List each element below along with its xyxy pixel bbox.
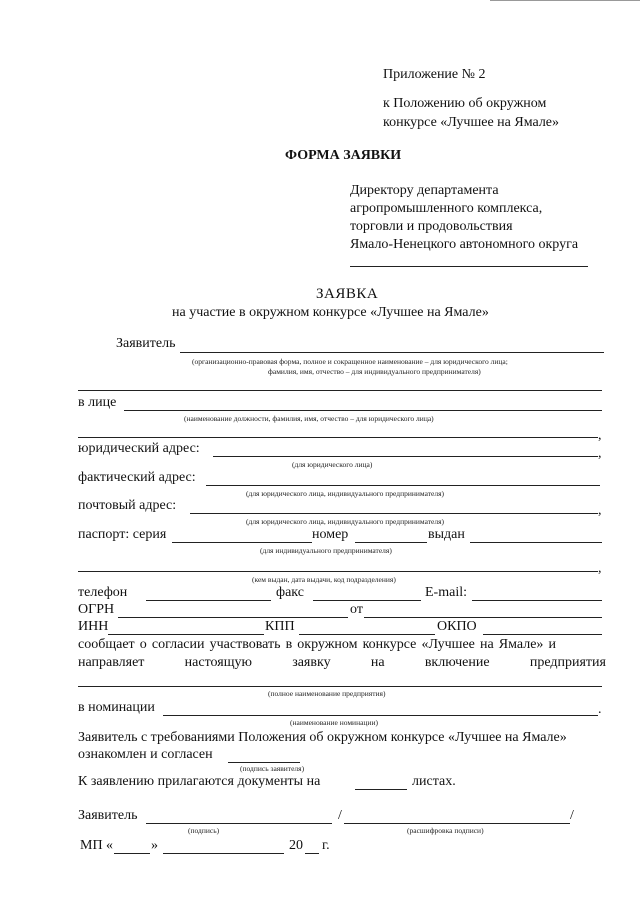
applicant-field[interactable] [180, 352, 604, 353]
fax-field[interactable] [313, 600, 421, 601]
slash-right: / [570, 808, 574, 823]
consent-line2 [78, 655, 606, 671]
passport-number-field[interactable] [355, 542, 427, 543]
signature-label: Заявитель [78, 808, 138, 823]
consent-word: направляет [78, 655, 145, 670]
slash-left: / [338, 808, 342, 823]
applicant-field-line2[interactable] [78, 390, 602, 391]
passport-issued-line2[interactable] [78, 571, 598, 572]
signature-field[interactable] [146, 823, 332, 824]
consent-word: предприятия [529, 655, 606, 670]
actual-address-label: фактический адрес: [78, 470, 196, 485]
agree-signature-field[interactable] [228, 762, 300, 763]
attach-prefix: К заявлению прилагаются документы на [78, 774, 321, 789]
appendix-line1: к Положению об окружном [383, 96, 547, 111]
actual-address-hint: (для юридического лица, индивидуального предпринимателя) [246, 489, 445, 498]
comma-4: , [598, 561, 602, 576]
inn-field[interactable] [108, 634, 264, 635]
doc-subtitle: на участие в окружном конкурсе «Лучшее на Ямале» [172, 305, 489, 320]
kpp-label: КПП [265, 619, 295, 634]
fax-label: факс [276, 585, 304, 600]
legal-address-label: юридический адрес: [78, 441, 200, 456]
period-1: . [598, 702, 602, 717]
applicant-label: Заявитель [116, 336, 176, 351]
actual-address-field[interactable] [206, 485, 600, 486]
postal-address-field[interactable] [190, 513, 598, 514]
person-label: в лице [78, 395, 117, 410]
ogrn-label: ОГРН [78, 602, 115, 617]
appendix-line2: конкурсе «Лучшее на Ямале» [383, 115, 560, 130]
email-field[interactable] [472, 600, 602, 601]
company-hint: (полное наименование предприятия) [268, 689, 386, 698]
nomination-field[interactable] [163, 715, 598, 716]
passport-issued-label: выдан [428, 527, 465, 542]
addressee-line4: Ямало-Ненецкого автономного округа [350, 237, 579, 252]
consent-line1: сообщает о согласии участвовать в окружном конкурсе «Лучшее на Ямале» и [78, 637, 557, 652]
agree-label: ознакомлен и согласен [78, 747, 213, 762]
requirements-line: Заявитель с требованиями Положения об окружном конкурсе «Лучшее на Ямале» [78, 730, 567, 745]
issued-hint: (кем выдан, дата выдачи, код подразделения) [252, 575, 396, 584]
legal-address-field[interactable] [213, 456, 598, 457]
postal-address-label: почтовый адрес: [78, 498, 177, 513]
passport-label: паспорт: серия [78, 527, 167, 542]
consent-word: включение [424, 655, 490, 670]
phone-label: телефон [78, 585, 128, 600]
passport-hint: (для индивидуального предпринимателя) [260, 546, 392, 555]
date-year-field[interactable] [305, 853, 319, 854]
mp-label: МП « [80, 838, 114, 853]
consent-word: заявку [292, 655, 331, 670]
appendix-number: Приложение № 2 [383, 67, 486, 82]
mp-close: » [151, 838, 158, 853]
applicant-hint2: фамилия, имя, отчество – для индивидуального предпринимателя) [268, 367, 481, 376]
decode-hint: (расшифровка подписи) [407, 826, 484, 835]
ogrn-field[interactable] [118, 617, 348, 618]
agree-hint: (подпись заявителя) [240, 764, 305, 773]
consent-word: настоящую [184, 655, 252, 670]
ogrn-from-label: от [350, 602, 363, 617]
ogrn-date-field[interactable] [364, 617, 602, 618]
passport-series-field[interactable] [172, 542, 312, 543]
doc-title: ЗАЯВКА [316, 286, 379, 302]
person-field-line2[interactable] [78, 437, 598, 438]
inn-label: ИНН [78, 619, 109, 634]
nomination-hint: (наименование номинации) [290, 718, 378, 727]
applicant-hint1: (организационно-правовая форма, полное и сокращенное наименование – для юридического лица; [192, 357, 508, 366]
passport-issued-field[interactable] [470, 542, 602, 543]
person-hint: (наименование должности, фамилия, имя, отчество – для юридического лица) [184, 414, 434, 423]
signature-decode-field[interactable] [344, 823, 570, 824]
attach-suffix: листах. [412, 774, 456, 789]
okpo-label: ОКПО [437, 619, 477, 634]
sign-hint: (подпись) [188, 826, 220, 835]
year-prefix: 20 [289, 838, 303, 853]
email-label: E-mail: [425, 585, 467, 600]
date-month-field[interactable] [163, 853, 284, 854]
addressee-line1: Директору департамента [350, 183, 499, 198]
kpp-field[interactable] [299, 634, 435, 635]
form-title: ФОРМА ЗАЯВКИ [285, 148, 402, 163]
person-field[interactable] [124, 410, 602, 411]
passport-number-label: номер [312, 527, 349, 542]
postal-address-hint: (для юридического лица, индивидуального предпринимателя) [246, 517, 445, 526]
okpo-field[interactable] [483, 634, 602, 635]
comma-2: , [598, 446, 602, 461]
addressee-line3: торговли и продовольствия [350, 219, 513, 234]
nomination-label: в номинации [78, 700, 155, 715]
addressee-line2: агропромышленного комплекса, [350, 201, 543, 216]
attach-count-field[interactable] [355, 789, 407, 790]
year-suffix: г. [322, 838, 330, 853]
addressee-name-line[interactable] [350, 266, 588, 267]
phone-field[interactable] [146, 600, 271, 601]
company-name-field[interactable] [78, 686, 602, 687]
date-day-field[interactable] [114, 853, 150, 854]
legal-address-hint: (для юридического лица) [292, 460, 373, 469]
comma-1: , [598, 428, 602, 443]
scan-edge-line [490, 0, 640, 1]
comma-3: , [598, 503, 602, 518]
consent-word: на [370, 655, 385, 670]
